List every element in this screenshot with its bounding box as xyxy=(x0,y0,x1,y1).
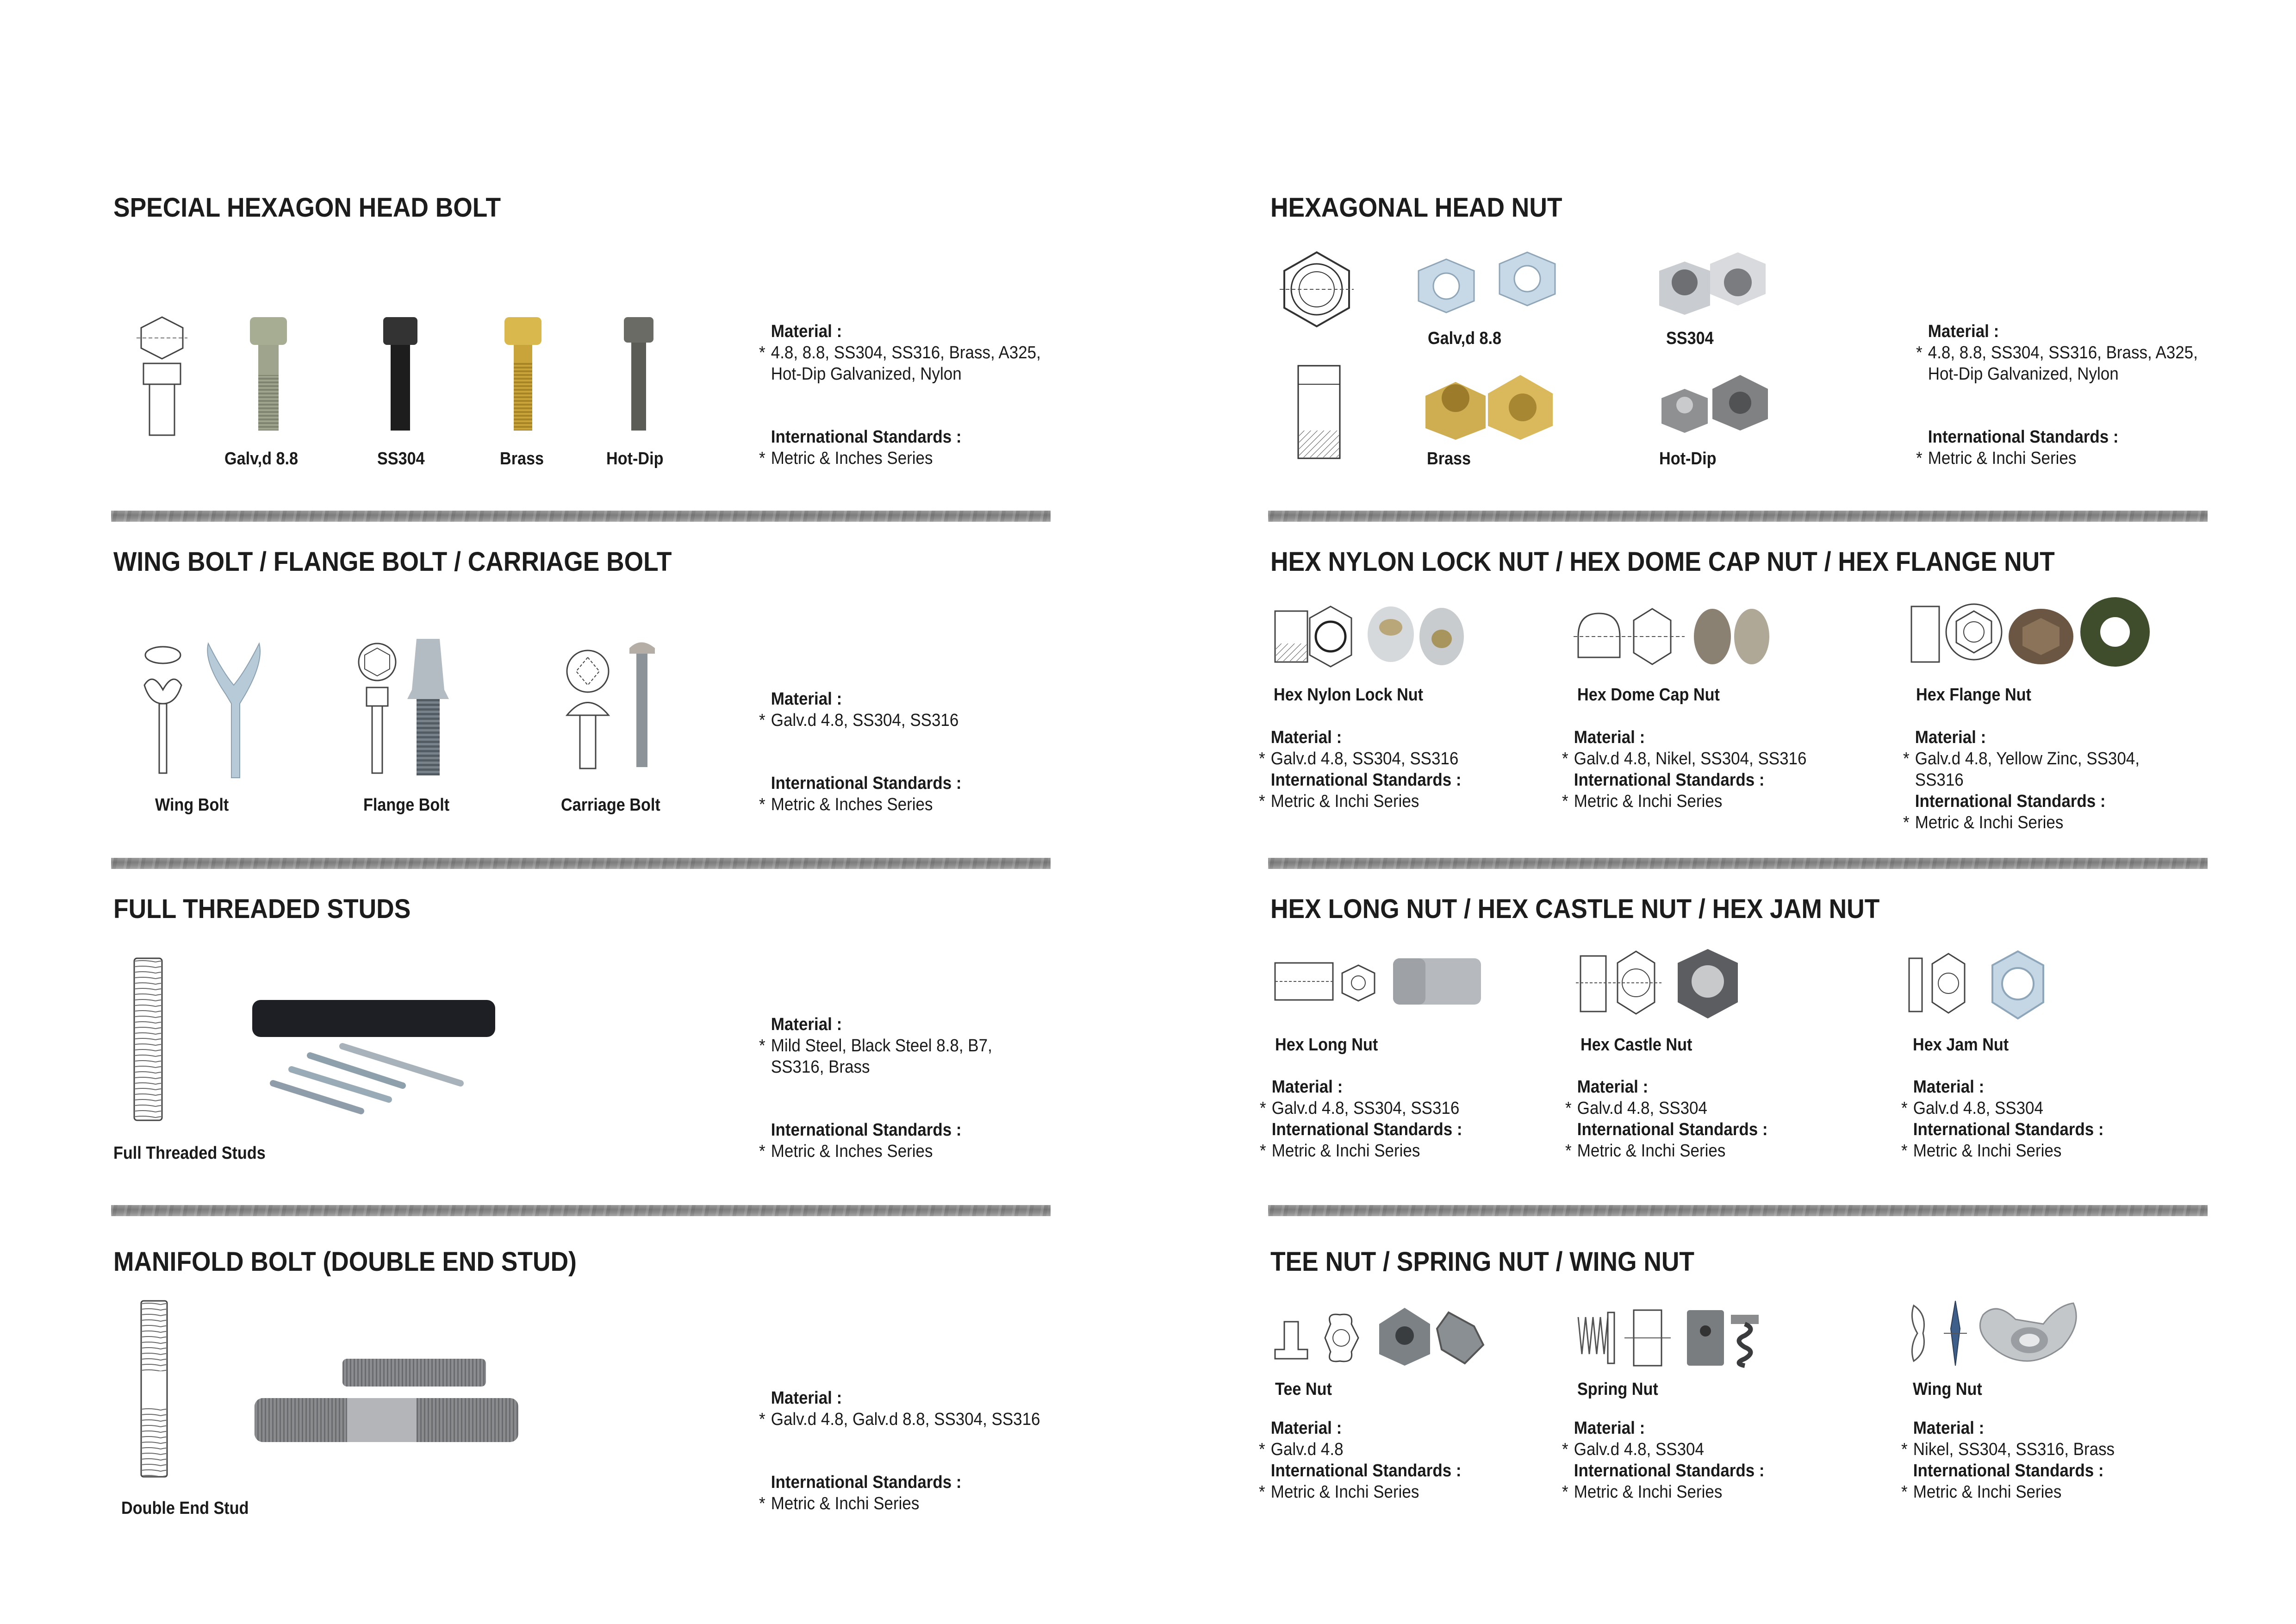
standards-value: * Metric & Inchi Series xyxy=(1901,1482,2062,1502)
section-title-manifold-bolt: MANIFOLD BOLT (DOUBLE END STUD) xyxy=(113,1247,577,1277)
standards-heading: International Standards : xyxy=(1574,1461,1765,1480)
spec-block xyxy=(1259,1418,1479,1503)
standards-value: * Metric & Inches Series xyxy=(759,449,933,468)
standards-heading: International Standards : xyxy=(771,1473,962,1492)
hot-dip-bolt-icon xyxy=(620,315,657,435)
variant-label: Hot-Dip xyxy=(606,449,664,468)
tee-nut-icon xyxy=(1270,1303,1511,1368)
standards-value: * Metric & Inchi Series xyxy=(1903,813,2064,832)
item-name: Hex Nylon Lock Nut xyxy=(1274,685,1424,705)
material-value: * Galv.d 4.8, Yellow Zinc, SS304, xyxy=(1903,749,2140,768)
material-heading: Material : xyxy=(1270,1418,1342,1438)
standards-heading: International Standards : xyxy=(771,774,962,793)
variant-label: SS304 xyxy=(377,449,425,468)
standards-value: * Metric & Inchi Series xyxy=(1260,1141,1420,1161)
ss304-nuts-icon xyxy=(1652,250,1773,319)
material-heading: Material : xyxy=(1574,1418,1645,1438)
variant-label: Brass xyxy=(500,449,544,468)
item-name: Tee Nut xyxy=(1275,1380,1332,1399)
wing-nut-icon xyxy=(1904,1296,2145,1370)
material-heading: Material : xyxy=(771,689,842,709)
section-divider xyxy=(111,858,1051,869)
spec-block xyxy=(1901,1418,2133,1503)
hex-dome-cap-nut-icon xyxy=(1574,602,1782,671)
standards-heading: International Standards : xyxy=(1270,1461,1462,1480)
standards-heading: International Standards : xyxy=(771,1120,962,1140)
standards-heading: International Standards : xyxy=(1913,1120,2104,1139)
standards-heading: International Standards : xyxy=(1913,1461,2104,1480)
spring-nut-icon xyxy=(1574,1303,1805,1368)
variant-label: Galv,d 8.8 xyxy=(224,449,299,468)
item-name: Hex Castle Nut xyxy=(1580,1035,1692,1055)
material-value-cont: SS316 xyxy=(1915,770,1964,790)
standards-heading: International Standards : xyxy=(1928,427,2119,447)
spec-block xyxy=(1562,1418,1782,1503)
hex-castle-nut-icon xyxy=(1576,944,1770,1023)
variant-label: SS304 xyxy=(1666,329,1714,348)
spec-block xyxy=(1562,727,1828,812)
variant-label: Flange Bolt xyxy=(363,795,450,815)
spec-block xyxy=(759,688,979,815)
section-divider xyxy=(111,511,1051,522)
standards-value: * Metric & Inchi Series xyxy=(1259,792,1419,811)
item-name: Spring Nut xyxy=(1577,1380,1658,1399)
standards-value: * Metric & Inchi Series xyxy=(1565,1141,1726,1161)
material-heading: Material : xyxy=(1928,322,1999,341)
material-heading: Material : xyxy=(771,322,842,341)
hot-dip-nuts-icon xyxy=(1657,370,1777,440)
material-heading: Material : xyxy=(1577,1077,1649,1097)
section-title-special-hexagon-head-bolt: SPECIAL HEXAGON HEAD BOLT xyxy=(113,193,501,223)
standards-heading: International Standards : xyxy=(1270,770,1462,790)
standards-value: * Metric & Inchi Series xyxy=(1916,449,2077,468)
spec-block xyxy=(759,1014,1013,1162)
standards-value: * Metric & Inchi Series xyxy=(1901,1141,2062,1161)
flange-bolt-icon xyxy=(356,634,477,782)
variant-label: Carriage Bolt xyxy=(561,795,660,815)
material-heading: Material : xyxy=(1574,728,1645,747)
material-value: * Galv.d 4.8, Nikel, SS304, SS316 xyxy=(1562,749,1807,768)
item-name: Hex Long Nut xyxy=(1275,1035,1378,1055)
item-name: Hex Dome Cap Nut xyxy=(1577,685,1720,705)
material-value: * Nikel, SS304, SS316, Brass xyxy=(1901,1440,2115,1459)
section-divider xyxy=(111,1205,1051,1216)
material-value-cont: Hot-Dip Galvanized, Nylon xyxy=(771,364,962,384)
material-value: * Galv.d 4.8, SS304 xyxy=(1901,1099,2043,1118)
galvanized-nuts-icon xyxy=(1412,250,1569,319)
section-divider xyxy=(1268,511,2208,522)
section-title-nylon-dome-flange-nut: HEX NYLON LOCK NUT / HEX DOME CAP NUT / HEX FLANGE NUT xyxy=(1270,547,2055,577)
hex-flange-nut-icon xyxy=(1902,597,2166,671)
standards-value: * Metric & Inchi Series xyxy=(759,1494,920,1513)
spec-block xyxy=(1565,1076,1786,1162)
hex-nut-drawing-icon xyxy=(1275,250,1358,463)
material-value-cont: SS316, Brass xyxy=(771,1057,870,1077)
brass-bolt-icon xyxy=(500,315,546,435)
material-value: * Galv.d 4.8 xyxy=(1259,1440,1344,1459)
hex-jam-nut-icon xyxy=(1904,944,2053,1028)
standards-value: * Metric & Inches Series xyxy=(759,1142,933,1161)
threaded-stud-drawing-icon xyxy=(130,954,167,1125)
material-heading: Material : xyxy=(1913,1077,1985,1097)
standards-heading: International Standards : xyxy=(1271,1120,1462,1139)
section-title-full-threaded-studs: FULL THREADED STUDS xyxy=(113,894,411,924)
material-heading: Material : xyxy=(1913,1418,1985,1438)
variant-label: Hot-Dip xyxy=(1659,449,1717,468)
material-value: * Galv.d 4.8, SS304, SS316 xyxy=(1259,749,1459,768)
item-name: Wing Nut xyxy=(1913,1380,1982,1399)
variant-label: Double End Stud xyxy=(121,1499,249,1518)
brass-nuts-icon xyxy=(1419,370,1567,444)
material-heading: Material : xyxy=(771,1015,842,1034)
double-end-stud-drawing-icon xyxy=(137,1296,174,1481)
standards-value: * Metric & Inchi Series xyxy=(1259,1482,1419,1502)
material-value: * Galv.d 4.8, Galv.d 8.8, SS304, SS316 xyxy=(759,1410,1040,1429)
standards-heading: International Standards : xyxy=(771,427,962,447)
section-divider xyxy=(1268,1205,2208,1216)
hex-long-nut-icon xyxy=(1270,954,1488,1014)
spec-block xyxy=(1259,727,1479,812)
standards-heading: International Standards : xyxy=(1915,792,2106,811)
double-end-stud-photo-icon xyxy=(250,1352,523,1449)
spec-block xyxy=(759,1387,1064,1514)
material-value-cont: Hot-Dip Galvanized, Nylon xyxy=(1928,364,2119,384)
spec-block xyxy=(1260,1076,1480,1162)
material-value: * Galv.d 4.8, SS304 xyxy=(1562,1440,1704,1459)
spec-block xyxy=(1903,727,2160,833)
galvanized-bolt-icon xyxy=(245,315,292,435)
standards-value: * Metric & Inches Series xyxy=(759,795,933,814)
material-value: * Mild Steel, Black Steel 8.8, B7, xyxy=(759,1036,992,1056)
material-heading: Material : xyxy=(1270,728,1342,747)
section-title-tee-spring-wing-nut: TEE NUT / SPRING NUT / WING NUT xyxy=(1270,1247,1695,1277)
section-divider xyxy=(1268,858,2208,869)
standards-value: * Metric & Inchi Series xyxy=(1562,1482,1723,1502)
material-heading: Material : xyxy=(771,1388,842,1408)
section-title-hexagonal-head-nut: HEXAGONAL HEAD NUT xyxy=(1270,193,1562,223)
carriage-bolt-icon xyxy=(562,634,683,782)
section-title-long-castle-jam-nut: HEX LONG NUT / HEX CASTLE NUT / HEX JAM NUT xyxy=(1270,894,1880,924)
threaded-rods-photo-icon xyxy=(250,991,500,1111)
material-value: * 4.8, 8.8, SS304, SS316, Brass, A325, xyxy=(759,343,1041,362)
hex-nylon-lock-nut-icon xyxy=(1270,602,1502,671)
variant-label: Brass xyxy=(1427,449,1471,468)
variant-label: Wing Bolt xyxy=(155,795,229,815)
material-heading: Material : xyxy=(1271,1077,1343,1097)
standards-value: * Metric & Inchi Series xyxy=(1562,792,1723,811)
ss304-black-bolt-icon xyxy=(380,315,421,435)
material-heading: Material : xyxy=(1915,728,1986,747)
material-value: * Galv.d 4.8, SS304, SS316 xyxy=(1260,1099,1460,1118)
material-value: * 4.8, 8.8, SS304, SS316, Brass, A325, xyxy=(1916,343,2198,362)
material-value: * Galv.d 4.8, SS304 xyxy=(1565,1099,1707,1118)
standards-heading: International Standards : xyxy=(1577,1120,1768,1139)
item-name: Hex Flange Nut xyxy=(1916,685,2031,705)
spec-block xyxy=(1916,321,2222,469)
section-title-wing-flange-carriage-bolt: WING BOLT / FLANGE BOLT / CARRIAGE BOLT xyxy=(113,547,672,577)
hex-bolt-drawing-icon xyxy=(137,315,187,440)
material-value: * Galv.d 4.8, SS304, SS316 xyxy=(759,711,959,730)
variant-label: Galv,d 8.8 xyxy=(1428,329,1502,348)
wing-bolt-icon xyxy=(139,634,278,782)
variant-label: Full Threaded Studs xyxy=(113,1143,266,1163)
standards-heading: International Standards : xyxy=(1574,770,1765,790)
spec-block xyxy=(1901,1076,2122,1162)
spec-block xyxy=(759,321,1065,469)
item-name: Hex Jam Nut xyxy=(1913,1035,2009,1055)
